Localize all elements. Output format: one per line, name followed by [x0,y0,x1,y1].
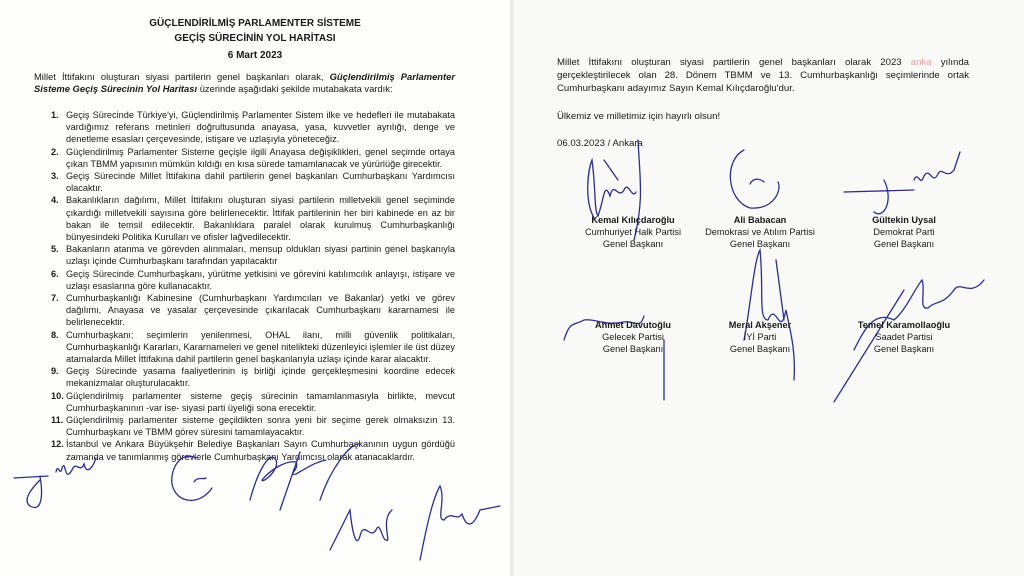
signatory-name: Temel Karamollaoğlu [857,320,951,330]
closing-line: Ülkemiz ve milletimiz için hayırlı olsun! [557,111,721,122]
list-item [34,390,455,414]
intro-bold-title: Güçlendirilmiş Parlamenter Sisteme Geçiş Sürecinin Yol Haritası [34,71,456,95]
item-number: 8. [51,329,59,340]
item-text: Geçiş Sürecinde yasama faaliyetlerinin iş birliği içinde gerçekleşmesini koordine edecek mekanizmalar oluşturulacaktır. [66,366,455,389]
item-text: Geçiş Sürecinde Cumhurbaşkanı, yürütme yetkisini ve görevini katılımcılık anlayışı, istişare ve uzlaşı esaslarına göre kullanacaktır. [66,268,455,291]
list-item [34,414,455,438]
item-text: İstanbul ve Ankara Büyükşehir Belediye Başkanları Sayın Cumhurbaşkanının uygun gördüğü zamanda ve tanımlanmış görevlerle Cumhurbaşkanı Yardımcısı olarak atanacaklardır. [66,439,455,462]
list-item [34,365,455,389]
item-text: Cumhurbaşkanlığı Kabinesine (Cumhurbaşkanı Yardımcıları ve Bakanlar) yetki ve görev dağılımı, Anayasa ve yasalar çerçevesinde çıkarılacak Cumhurbaşkanı kararnamesi ile belirlenecektir. [66,293,455,328]
right-document-page [514,0,1024,576]
item-number: 1. [51,110,59,120]
signature-block [685,214,835,251]
signatory-party: Demokrat Parti [873,227,935,238]
intro-paragraph [34,71,455,96]
signatory-role: Genel Başkanı [873,344,935,355]
item-text: Geçiş Sürecinde Türkiye'yi, Güçlendirilmiş Parlamenter Sistem ilke ve hedefleri ile mutabakata vardığımız referans metinleri doğrultusunda anayasa, yasa, kuvvetler ayrılığı, denge ve denetleme esasları çerçevesinde, istişare ve uzlaşıyla yöneteceğiz. [66,110,455,145]
item-text: Bakanların atanma ve görevden alınmaları, mensup oldukları siyasi partinin genel başkanıyla uzlaşı içinde Cumhurbaşkanı tarafından yapılacaktır [66,244,455,267]
item-number: 9. [51,366,59,377]
intro-text: Millet İttifakını oluşturan siyasi partilerin genel başkanları olarak, [34,71,330,82]
item-number: 12. [51,439,64,450]
item-number: 3. [51,171,59,182]
list-item [34,292,455,329]
list-item [34,329,455,366]
signatory-role: Genel Başkanı [602,344,664,355]
signatory-party: İYİ Parti [743,332,777,343]
item-text: Cumhurbaşkanı; seçimlerin yenilenmesi, OHAL ilanı, milli güvenlik politikaları, Cumhurbaşkanlığı Kararları, Kararnameleri ve genel nitelikteki düzenleyici işlemler ile üst düzey atamalarda Millet İttifakına dahil partilerin genel başkanlarıyla uzlaşı içinde karar alacaktır. [66,329,455,365]
item-number: 10. [51,390,64,401]
signatory-name: Ali Babacan [733,215,787,225]
item-number: 2. [51,146,59,157]
item-text: Bakanlıkların dağılımı, Millet İttifakını oluşturan siyasi partilerin milletvekili genel seçiminde çıkardığı milletvekili sayısına göre belirlenecektir. İttifak partilerinin her biri kabinede en az bir bakan ile temsil edilecektir. Bakanlıklara paralel olarak kurulmuş Cumhurbaşkanlığı bünyesindeki Politika Kurulları ve ofisler lağvedilecektir. [66,195,455,243]
signatory-party: Saadet Partisi [875,332,933,343]
list-item [34,194,455,243]
item-number: 6. [51,268,59,279]
list-item [34,109,455,146]
left-document-page [0,0,510,576]
list-item [34,170,455,194]
signature-block [829,214,979,251]
signatory-party: Gelecek Partisi [602,332,664,343]
watermark-logo: anka [910,57,932,68]
signatory-party: Cumhuriyet Halk Partisi [585,227,681,238]
intro-text-end: üzerinde aşağıdaki şekilde mutabakata vardık: [197,83,393,95]
item-number: 5. [51,244,59,255]
document-date: 6 Mart 2023 [227,50,283,61]
signatory-name: Kemal Kılıçdaroğlu [591,215,675,225]
signatory-name: Meral Akşener [728,320,792,330]
item-number: 4. [51,195,59,206]
paragraph-text: Millet İttifakını oluşturan siyasi partilerin genel başkanları olarak 2023 [557,57,911,68]
signature-block [685,319,835,356]
signatory-party: Demokrasi ve Atılım Partisi [705,227,815,238]
list-item [34,146,455,170]
paragraph-text-end: yılında gerçekleştirilecek olan 28. Dönem TBMM ve 13. Cumhurbaşkanlığı seçimlerinde ortak Cumhurbaşkanı adayımız Sayın Kemal Kılıçdaroğlu'dur. [557,57,969,94]
item-text: Geçiş Sürecinde Millet İttifakına dahil partilerin genel başkanları Cumhurbaşkanı Yardımcısı olacaktır. [66,171,455,194]
signatory-role: Genel Başkanı [729,239,791,250]
item-text: Güçlendirilmiş parlamenter sisteme geçildikten sonra yeni bir seçime gerek olmaksızın 13. Cumhurbaşkanı ve TBMM görev süresini tamamlayacaktır. [66,415,455,438]
document-title-line2: GEÇİŞ SÜRECİNİN YOL HARİTASI [174,33,336,44]
candidate-paragraph [557,56,969,95]
item-text: Güçlendirilmiş Parlamenter Sisteme geçişle ilgili Anayasa değişiklikleri, genel seçimde ortaya çıkan TBMM yapısının mümkün kıldığı en kısa sürede tamamlanacak ve yürürlüğe girecektir. [66,146,455,169]
signatures-drawing [0,440,510,576]
signatory-role: Genel Başkanı [729,344,791,355]
item-text: Güçlendirilmiş parlamenter sisteme geçiş sürecinin tamamlanmasıyla birlikte, mevcut Cumhurbaşkanının -var ise- siyasi parti üyeliği sona erecektir. [66,390,455,413]
signatory-name: Gültekin Uysal [872,215,936,225]
item-number: 11. [51,415,64,426]
place-date: 06.03.2023 / Ankara [557,138,643,149]
agreement-list [34,109,455,463]
signatory-name: Ahmet Davutoğlu [594,320,672,330]
list-item [34,243,455,267]
list-item [34,268,455,292]
item-number: 7. [51,293,59,304]
document-title-line1: GÜÇLENDİRİLMİŞ PARLAMENTER SİSTEME [149,18,361,29]
signature-block [829,319,979,356]
signatory-role: Genel Başkanı [602,239,664,250]
signatory-role: Genel Başkanı [873,239,935,250]
